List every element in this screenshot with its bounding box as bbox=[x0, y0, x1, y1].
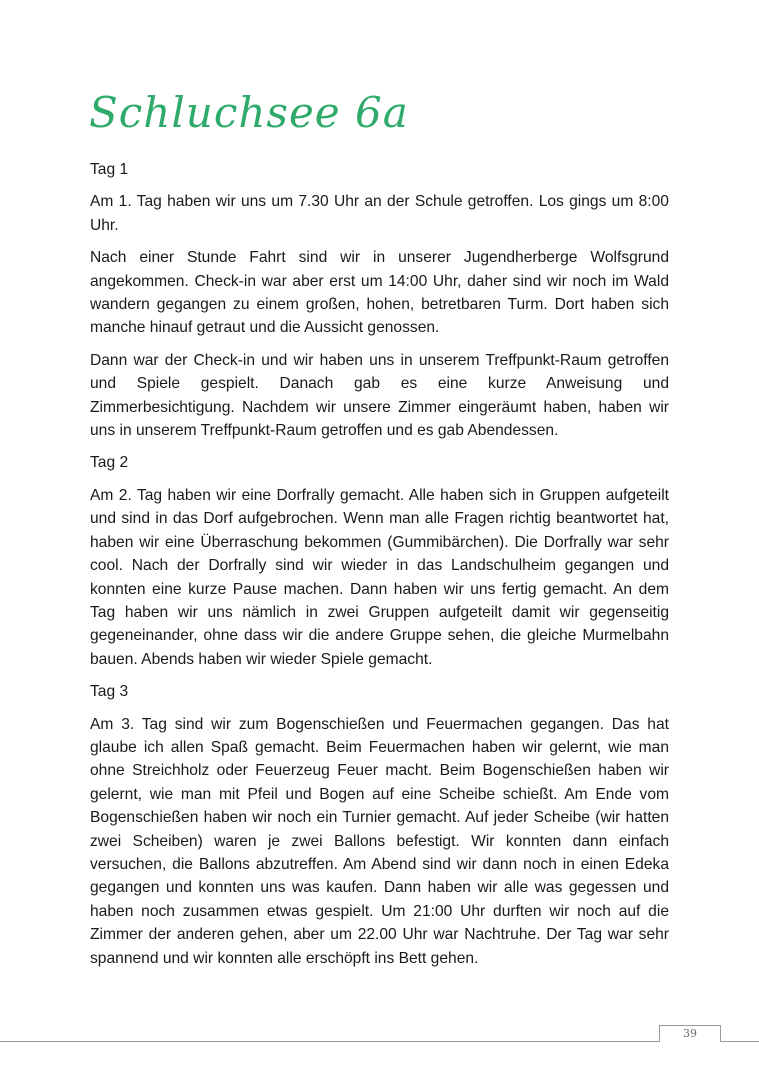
day-heading: Tag 3 bbox=[90, 683, 129, 701]
paragraph: Dann war der Check-in und wir haben uns in unserem Treffpunkt-Raum getroffen und Spiele gespielt. Danach gab es eine kurze Anweisung und Zimmerbesichtigung. Nachdem wir unsere Zimmer eingeräumt haben, haben wir uns in unserem Treffpunkt-Raum getroffen und es gab Abendessen. bbox=[90, 351, 669, 440]
paragraph: Am 1. Tag haben wir uns um 7.30 Uhr an der Schule getroffen. Los gings um 8:00 Uhr. bbox=[90, 193, 669, 234]
day-heading: Tag 1 bbox=[90, 161, 129, 178]
footer-rule bbox=[0, 1041, 759, 1042]
day-heading: Tag 2 bbox=[90, 454, 129, 472]
page-number: 39 bbox=[659, 1025, 721, 1042]
document-body bbox=[90, 158, 669, 979]
paragraph: Am 3. Tag sind wir zum Bogenschießen und Feuermachen gegangen. Das hat glaube ich allen Spaß gemacht. Beim Feuermachen haben wir gelernt, wie man ohne Streichholz oder Feuerzeug Feuer macht. Beim Bogenschießen haben wir gelernt, wie man mit Pfeil und Bogen auf eine Scheibe schießt. Am Ende vom Bogenschießen haben wir noch ein Turnier gemacht. Auf jeder Scheibe (wir hatten zwei Scheiben) waren je zwei Ballons befestigt. Wir konnten dann einfach versuchen, die Ballons abzutreffen. Am Abend sind wir dann noch in einen Edeka gegangen und konnten uns was kaufen. Dann haben wir alle was gegessen und haben noch zusammen etwas gespielt. Um 21:00 Uhr durften wir noch auf die Zimmer der anderen gehen, aber um 22.00 Uhr war Nachtruhe. Der Tag war sehr spannend und wir konnten alle erschöpft ins Bett gehen. bbox=[90, 715, 669, 967]
page-title: Schluchsee 6a bbox=[89, 88, 409, 137]
paragraph: Nach einer Stunde Fahrt sind wir in unserer Jugendherberge Wolfsgrund angekommen. Check-in war aber erst um 14:00 Uhr, daher sind wir noch im Wald wandern gegangen zu einem großen, hohen, betretbaren Turm. Dort haben sich manche hinauf getraut und die Aussicht genossen. bbox=[90, 249, 669, 337]
paragraph: Am 2. Tag haben wir eine Dorfrally gemacht. Alle haben sich in Gruppen aufgeteilt und sind in das Dorf aufgebrochen. Wenn man alle Fragen richtig beantwortet hat, haben wir eine Überraschung bekommen (Gummibärchen). Die Dorfrally war sehr cool. Nach der Dorfrally sind wir wieder in das Landschulheim gegangen und konnten eine kurze Pause machen. Dann haben wir uns fertig gemacht. An dem Tag haben wir uns nämlich in zwei Gruppen aufgeteilt damit wir gegenseitig gegeneinander, ohne dass wir die andere Gruppe sehen, die gleiche Murmelbahn bauen. Abends haben wir wieder Spiele gemacht. bbox=[90, 486, 669, 668]
